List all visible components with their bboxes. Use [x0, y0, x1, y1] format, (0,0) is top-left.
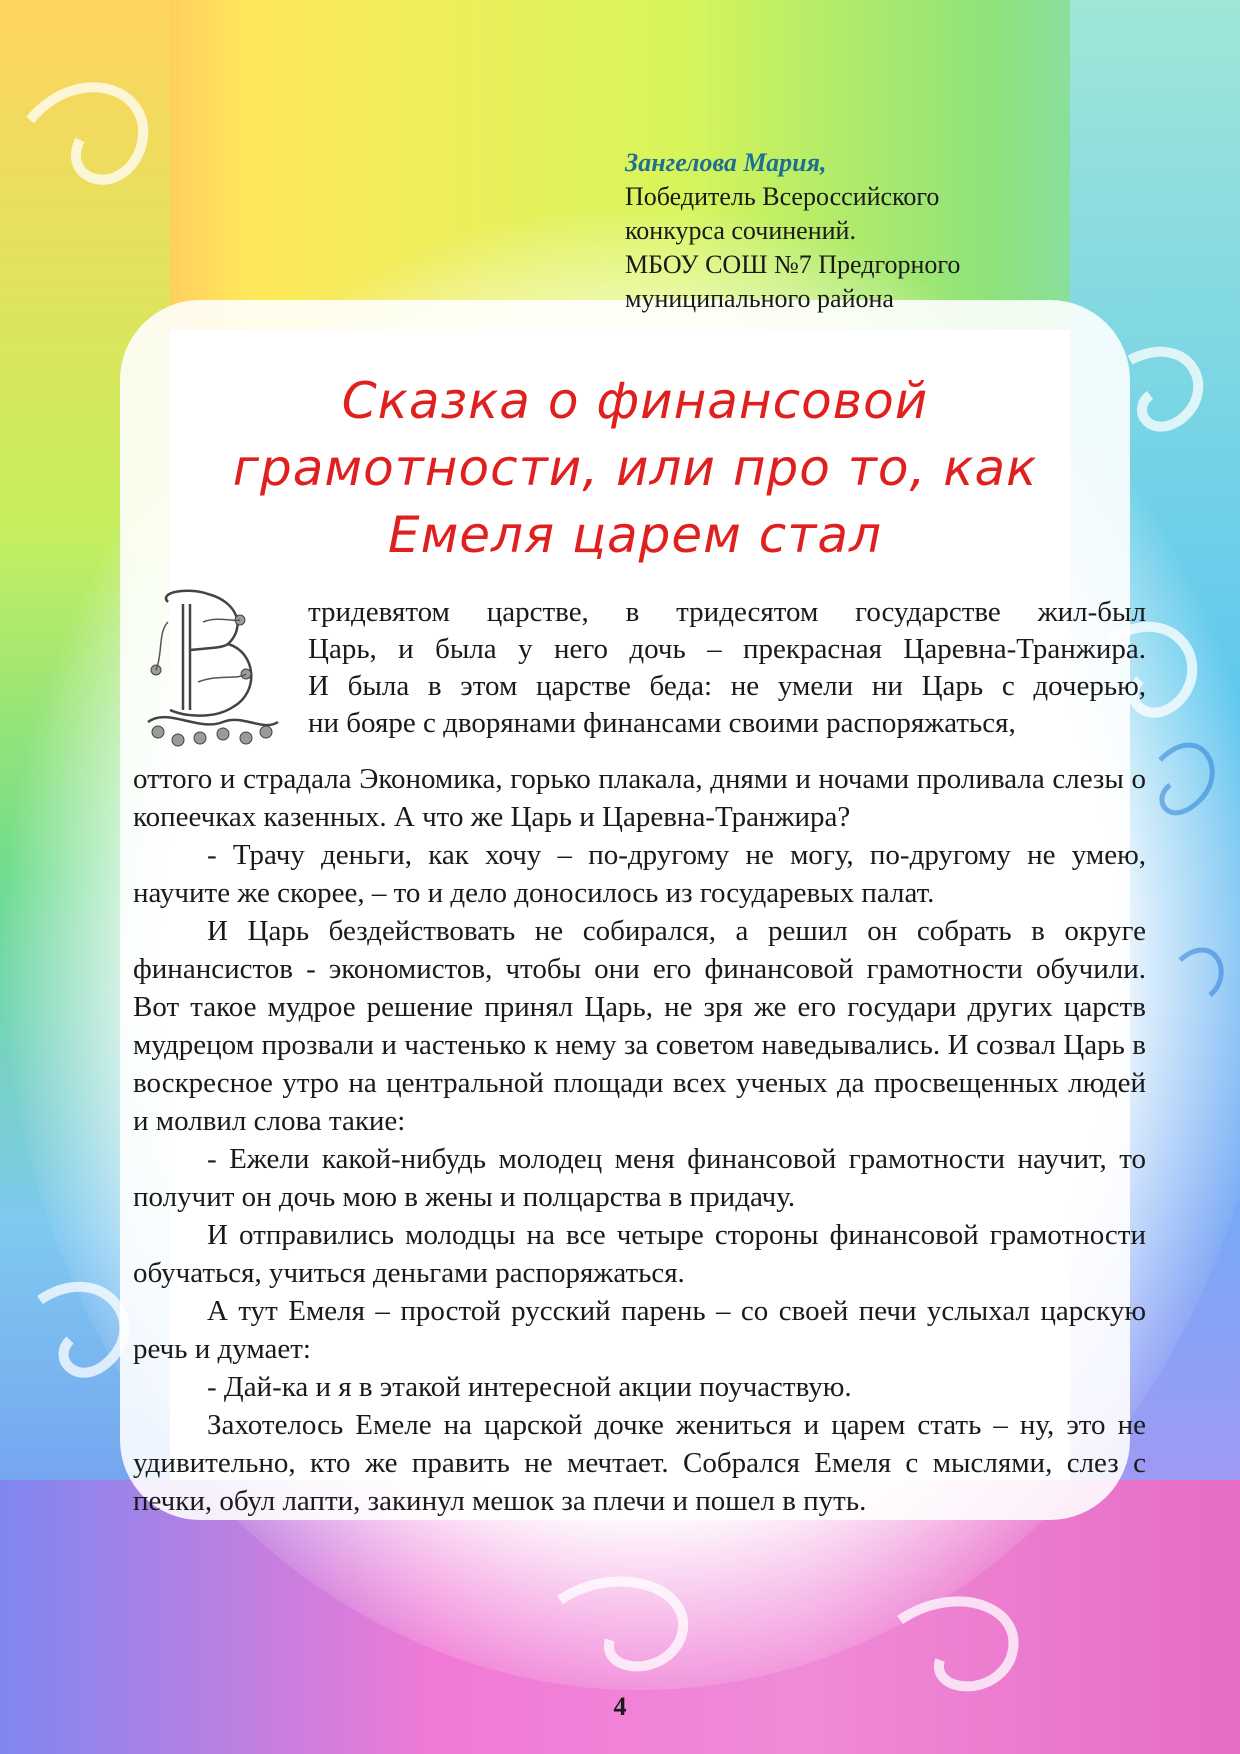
paragraph: оттого и страдала Экономика, горько плакала, днями и ночами проливала слезы о копеечках казенных. А что же Царь и Царевна-Транжира? [133, 763, 1146, 833]
title-line: Емеля царем стал [387, 506, 882, 564]
author-name: Зангелова Мария, [625, 148, 827, 177]
author-block [625, 146, 1065, 316]
title-line: грамотности, или про то, как [232, 439, 1038, 497]
lead-line: ни бояре с дворянами финансами своими распоряжаться, [308, 707, 1016, 739]
paragraph: - Дай-ка и я в этакой интересной акции поучаствую. [207, 1371, 852, 1403]
paragraph: - Трачу деньги, как хочу – по-другому не могу, по-другому не умею, научите же скорее, – то и дело доносилось из государевых палат. [133, 839, 1146, 909]
lead-paragraph [308, 594, 1146, 742]
page-number: 4 [613, 1692, 627, 1721]
paragraph: - Ежели какой-нибудь молодец меня финансовой грамотности научит, то получит он дочь мою в жены и полцарства в придачу. [133, 1143, 1146, 1213]
lead-line: тридевятом царстве, в тридесятом государстве жил-был [308, 596, 1146, 628]
paragraph: И отправились молодцы на все четыре стороны финансовой грамотности обучаться, учиться деньгами распоряжаться. [133, 1219, 1146, 1289]
lead-line: Царь, и была у него дочь – прекрасная Царевна-Транжира. [308, 633, 1146, 665]
story-body [133, 760, 1146, 1520]
ornamental-dropcap-letter [128, 582, 288, 762]
paragraph: И Царь бездействовать не собирался, а решил он собрать в округе финансистов - экономистов, чтобы они его финансовой грамотности обучили. Вот такое мудрое решение принял Царь, не зря же его государи других царств мудрецом прозвали и частенько к нему за советом наведывались. И созвал Царь в воскресное утро на центральной площади всех ученых да просвещенных людей и молвил слова такие: [133, 915, 1146, 1137]
author-title-line: Победитель Всероссийского [625, 182, 940, 211]
author-school-line: муниципального района [625, 284, 894, 313]
story-title [150, 368, 1120, 569]
lead-line: И была в этом царстве беда: не умели ни Царь с дочерью, [308, 670, 1146, 702]
author-school-line: МБОУ СОШ №7 Предгорного [625, 250, 961, 279]
paragraph: А тут Емеля – простой русский парень – со своей печи услыхал царскую речь и думает: [133, 1295, 1146, 1365]
paragraph: Захотелось Емеле на царской дочке жениться и царем стать – ну, это не удивительно, кто же править не мечтает. Собрался Емеля с мыслями, слез с печки, обул лапти, закинул мешок за плечи и пошел в путь. [133, 1409, 1146, 1517]
title-line: Сказка о финансовой [341, 372, 929, 430]
author-title-line: конкурса сочинений. [625, 216, 856, 245]
